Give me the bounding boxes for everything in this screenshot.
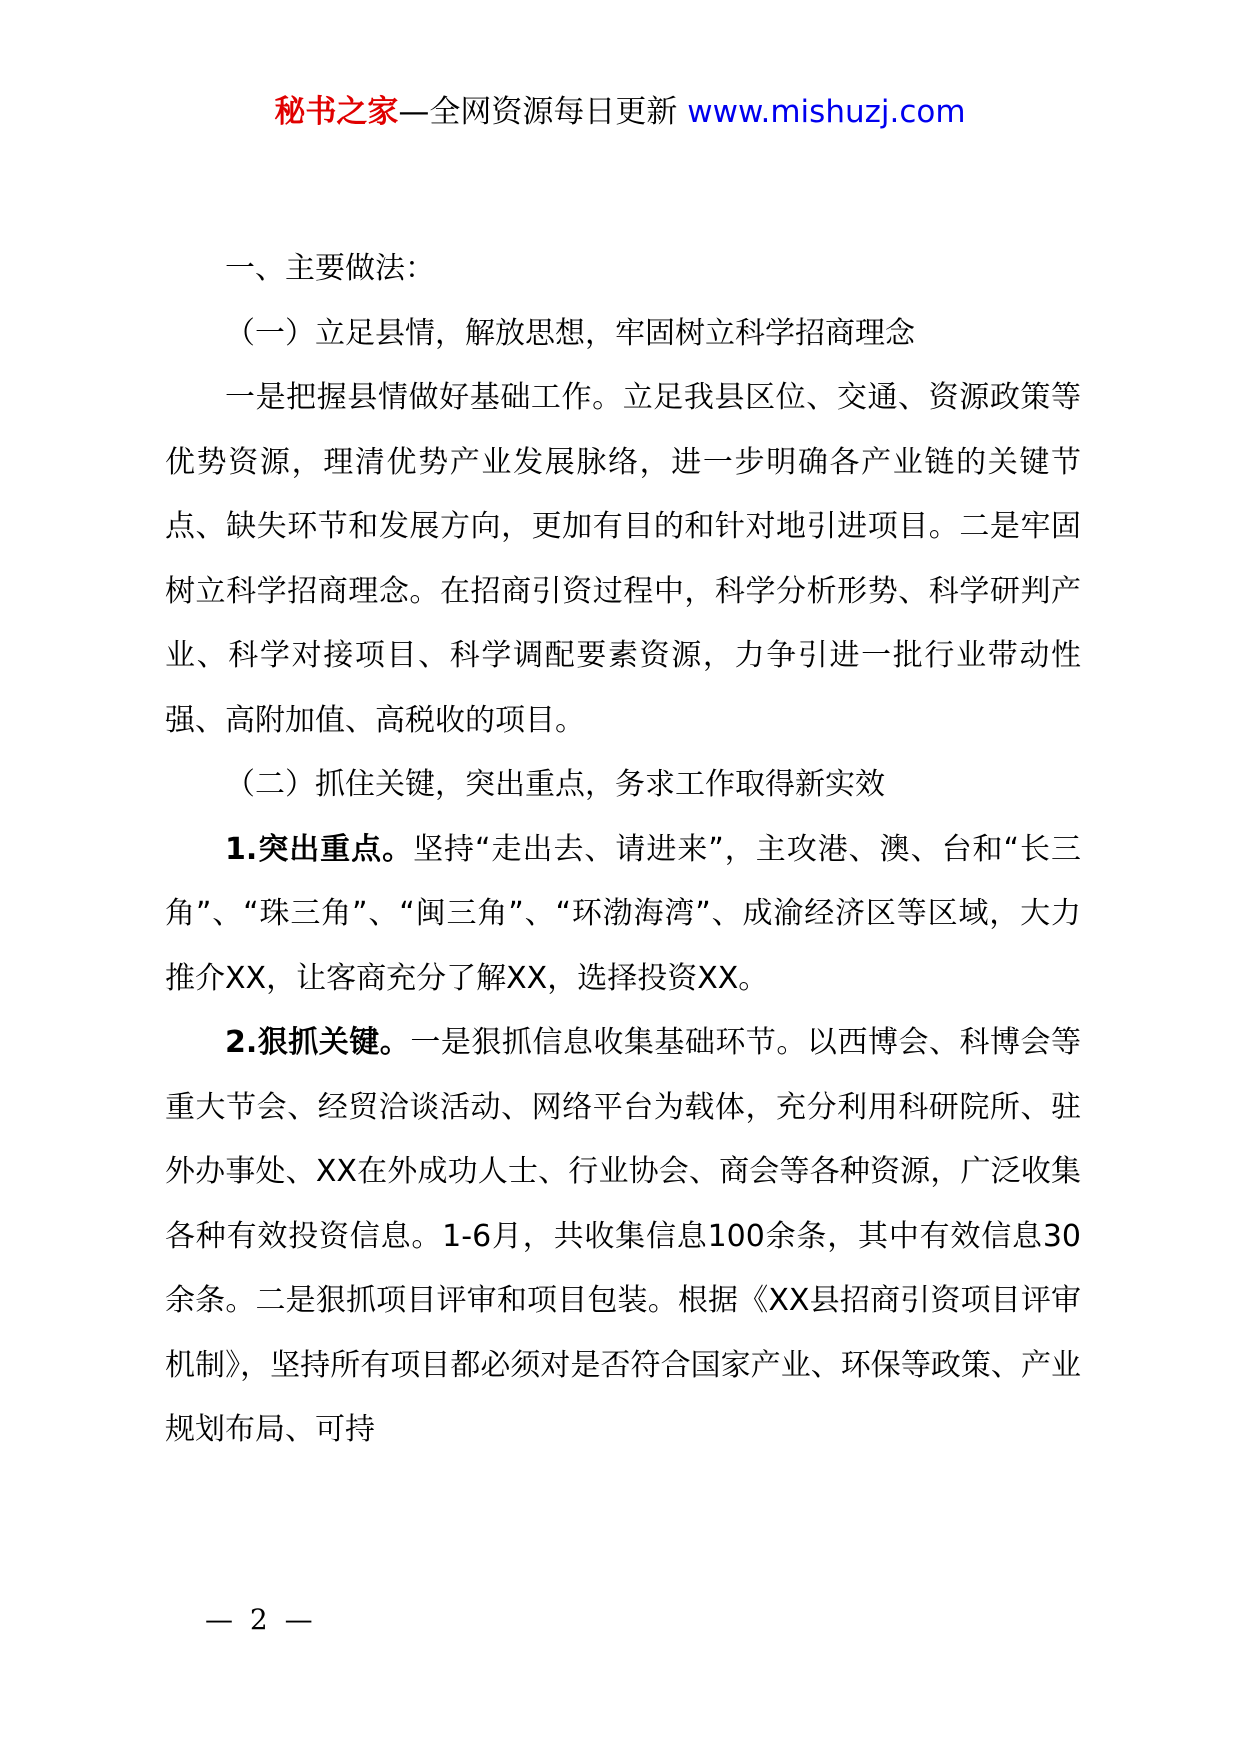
page-number: — 2 — [205,1603,317,1636]
paragraph-item-2 [165,1011,1081,1463]
site-brand: 秘书之家 [274,94,399,130]
paragraph-1: 一是把握县情做好基础工作。立足我县区位、交通、资源政策等优势资源，理清优势产业发展脉络，进一步明确各产业链的关键节点、缺失环节和发展方向，更加有目的和针对地引进项目。二是牢固树立科学招商理念。在招商引资过程中，科学分析形势、科学研判产业、科学对接项目、科学调配要素资源，力争引进一批行业带动性强、高附加值、高税收的项目。 [165,380,1081,738]
site-url-link[interactable]: www.mishuzj.com [687,94,966,130]
site-tagline: —全网资源每日更新 [398,94,688,130]
document-body [165,237,1081,1463]
subsection-heading-2: （二）抓住关键，突出重点，务求工作取得新实效 [225,767,885,802]
paragraph-item-1 [165,818,1081,1012]
item-2-title: 2.狠抓关键。 [225,1025,411,1060]
item-2-text: 一是狠抓信息收集基础环节。以西博会、科博会等重大节会、经贸洽谈活动、网络平台为载体，充分利用科研院所、驻外办事处、XX在外成功人士、行业协会、商会等各种资源，广泛收集各种有效投资信息。1-6月，共收集信息100余条，其中有效信息30余条。二是狠抓项目评审和项目包装。根据《XX县招商引资项目评审机制》，坚持所有项目都必须对是否符合国家产业、环保等政策、产业规划布局、可持 [165,1025,1081,1447]
item-1-title: 1.突出重点。 [225,831,414,867]
subsection-heading-1: （一）立足县情，解放思想，牢固树立科学招商理念 [225,315,915,351]
item-1-text: 坚持“走出去、请进来”，主攻港、澳、台和“长三角”、“珠三角”、“闽三角”、“环渤海湾”、成渝经济区等区域，大力推介XX，让客商充分了解XX，选择投资XX。 [165,831,1081,996]
section-heading: 一、主要做法： [225,251,435,286]
site-header [0,92,1240,132]
